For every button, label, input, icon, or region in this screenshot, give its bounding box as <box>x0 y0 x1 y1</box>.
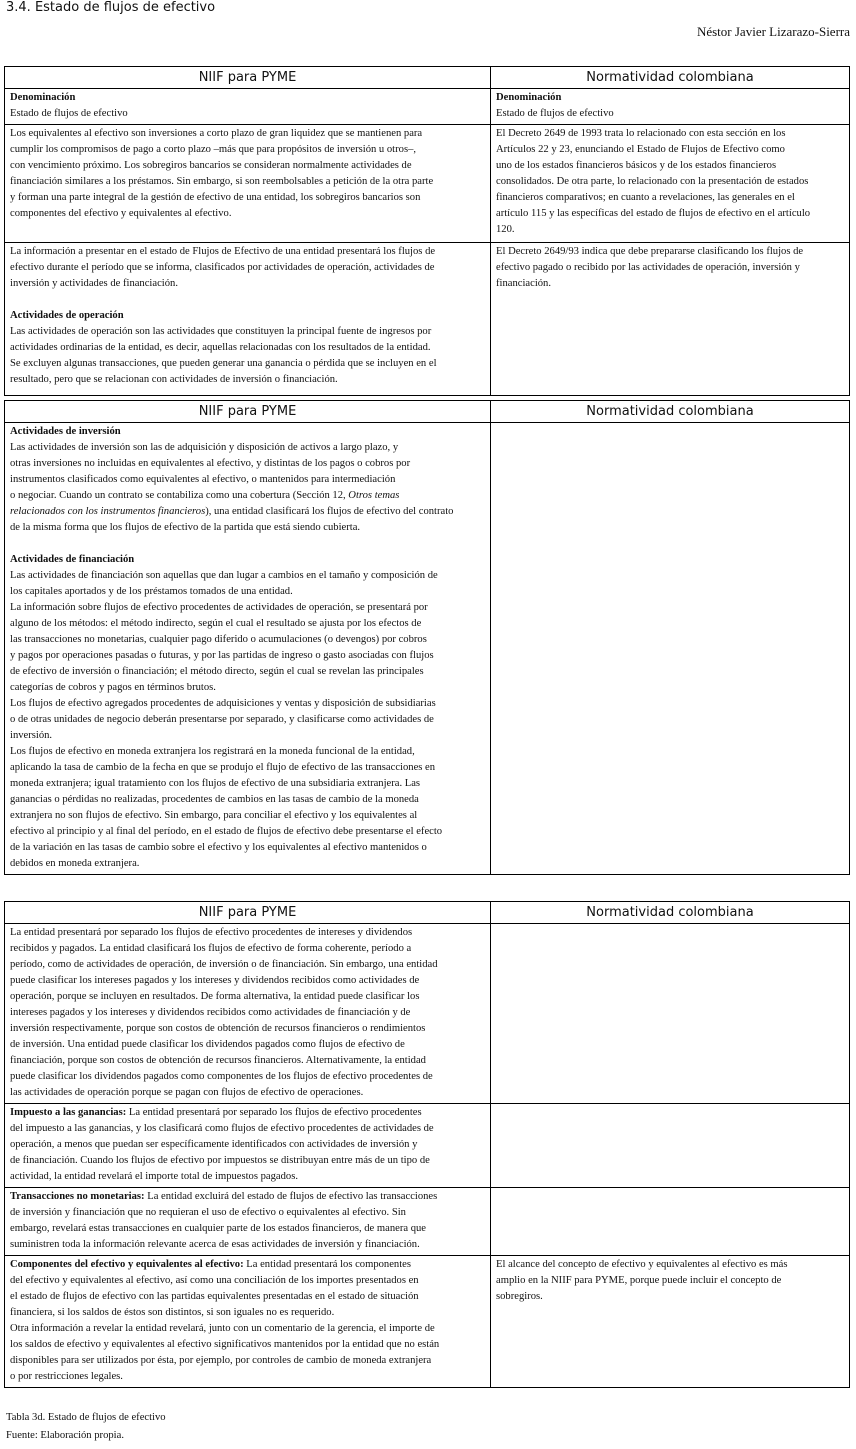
paragraph: Las actividades de operación son las actividades que constituyen la principal fuente de ingresos por actividades ordinarias de la entidad, es decir, aquellas relacionadas con los resultados de la entidad. Se excluyen algunas transacciones, que pueden generar una ganancia o pérdida que se incluyen en el resultado, pero que se relacionan con actividades de inversión o financiación. <box>10 326 437 385</box>
section-title: 3.4. Estado de flujos de efectivo <box>6 0 216 15</box>
paragraph: La entidad presentará por separado los flujos de efectivo procedentes del impuesto a las ganancias, y los clasificará como flujos de efectivo procedentes de actividades de operación, a menos que puedan ser específicamente identificados con actividades de inversión y de financiación. Cuando los flujos de efectivo por impuestos se distribuyan entre más de un tipo de actividad, la entidad revelará el importe total de impuestos pagados. <box>10 1107 434 1182</box>
paragraph: La información a presentar en el estado de Flujos de Efectivo de una entidad presentará los flujos de efectivo durante el período que se informa, clasificados por actividades de operación, actividades de inversión y actividades de financiación. <box>10 246 436 289</box>
table-row <box>5 1188 850 1256</box>
header-niif: NIIF para PYME <box>5 67 491 89</box>
author: Néstor Javier Lizarazo-Sierra <box>696 24 850 39</box>
paragraph: Las actividades de financiación son aquellas que dan lugar a cambios en el tamaño y composición de los capitales aportados y de los préstamos tomados de una entidad. La información sobre flujos de efectivo procedentes de actividades de operación, se presentará por alguno de los métodos: el método indirecto, según el cual el resultado se ajusta por los efectos de las transacciones no monetarias, cualquier pago diferido o acumulaciones (o devengos) por cobros y pagos por operaciones pasadas o futuras, y por las partidas de ingreso o gasto asociadas con flujos de efectivo de inversión o financiación; el método directo, según el cual se revelan las principales categorías de cobros y pagos en términos brutos. Los flujos de efectivo agregados procedentes de adquisiciones y ventas y disposición de subsidiarias o de otras unidades de negocio deberán presentarse por separado, y clasificarse como actividades de inversión. Los flujos de efectivo en moneda extranjera los registrará en la moneda funcional de la entidad, aplicando la tasa de cambio de la fecha en que se produjo el flujo de efectivo de las transacciones en moneda extranjera; igual tratamiento con los flujos de efectivo de una subsidiaria extranjera. Las ganancias o pérdidas no realizadas, procedentes de cambios en las tasas de cambio de la moneda extranjera no son flujos de efectivo. Sin embargo, para conciliar el efectivo y los equivalentes al efectivo al principio y al final del período, en el estado de flujos de efectivo debe presentarse el efecto de la variación en las tasas de cambio sobre el efectivo y los equivalentes al efectivo mantenidos o debidos en moneda extranjera. <box>10 570 443 869</box>
table-row <box>5 924 850 1104</box>
cell-text <box>5 243 491 396</box>
cell-text: Los equivalentes al efectivo son inversiones a corto plazo de gran liquidez que se mantienen para cumplir los compromisos de pago a corto plazo –más que para propósitos de inversión u otros–, con vencimiento próximo. Los sobregiros bancarios se consideran normalmente actividades de financiación similares a los préstamos. Sin embargo, si son reembolsables a petición de la otra parte y forman una parte integral de la gestión de efectivo de una entidad, los sobregiros bancarios son componentes del efectivo y equivalentes al efectivo. <box>5 125 491 243</box>
paragraph: La entidad presentará los componentes del efectivo y equivalentes al efectivo, así como una conciliación de los importes presentados en el estado de flujos de efectivo con las partidas equivalentes presentadas en el estado de situación financiera, si los saldos de éstos son distintos, si son iguales no es requerido. Otra información a revelar la entidad revelará, junto con un comentario de la gerencia, el importe de los saldos de efectivo y equivalentes al efectivo significativos mantenidos por la entidad que no están disponibles para ser utilizados por ésta, por ejemplo, por controles de cambio de moneda extranjera o por restricciones legales. <box>10 1259 440 1382</box>
cell-text: El Decreto 2649/93 indica que debe prepararse clasificando los flujos de efectivo pagado o recibido por las actividades de operación, inversión y financiación. <box>491 243 850 396</box>
cell-text <box>5 1104 491 1188</box>
label: Componentes del efectivo y equivalentes al efectivo: <box>10 1259 244 1270</box>
denominacion-value: Estado de flujos de efectivo <box>496 108 614 119</box>
italic-reference: Otros temas relacionados con los instrumentos financieros <box>10 490 400 517</box>
cell-empty <box>491 423 850 875</box>
table-caption: Tabla 3d. Estado de flujos de efectivo <box>6 1412 166 1423</box>
table-row <box>5 1256 850 1388</box>
table-source: Fuente: Elaboración propia. <box>6 1430 124 1441</box>
cell-text <box>5 1188 491 1256</box>
subheading: Actividades de inversión <box>10 426 121 437</box>
paragraph: Las actividades de inversión son las de adquisición y disposición de activos a largo plazo, y otras inversiones no incluidas en equivalentes al efectivo, y distintas de los pagos o cobros por instrumentos clasificados como equivalentes al efectivo, o mantenidos para intermediación o negociar. Cuando un contrato se contabiliza como una cobertura (Sección 12, <box>10 442 411 501</box>
denominacion-label: Denominación <box>496 92 562 103</box>
table-1 <box>4 66 850 396</box>
table-row <box>5 1104 850 1188</box>
denominacion-right <box>491 89 850 125</box>
cell-text <box>5 423 491 875</box>
header-niif: NIIF para PYME <box>5 902 491 924</box>
header-normatividad: Normatividad colombiana <box>491 401 850 423</box>
header-niif: NIIF para PYME <box>5 401 491 423</box>
header-normatividad: Normatividad colombiana <box>491 67 850 89</box>
subheading: Actividades de financiación <box>10 554 135 565</box>
table-row <box>5 125 850 243</box>
header-normatividad: Normatividad colombiana <box>491 902 850 924</box>
cell-text: El Decreto 2649 de 1993 trata lo relacionado con esta sección en los Artículos 22 y 23, enunciando el Estado de Flujos de Efectivo como uno de los estados financieros básicos y de los estados financieros consolidados. De otra parte, lo relacionado con la presentación de estados financieros comparativos; en cuanto a revelaciones, las generales en el artículo 115 y las específicas del estado de flujos de efectivo en el artículo 120. <box>491 125 850 243</box>
denominacion-left <box>5 89 491 125</box>
cell-text: La entidad presentará por separado los flujos de efectivo procedentes de intereses y dividendos recibidos y pagados. La entidad clasificará los flujos de efectivo de forma coherente, período a período, como de actividades de operación, de inversión o de financiación. Sin embargo, una entidad puede clasificar los intereses pagados y los intereses y dividendos recibidos como actividades de operación, porque se incluyen en resultados. De forma alternativa, la entidad puede clasificar los intereses pagados y los intereses y dividendos recibidos como actividades de financiación y de inversión respectivamente, porque son costos de obtención de recursos financieros o rendimientos de inversión. Una entidad puede clasificar los dividendos pagados como flujos de efectivo de financiación, porque son costos de obtención de recursos financieros. Alternativamente, la entidad puede clasificar los dividendos pagados como componentes de los flujos de efectivo procedentes de las actividades de operación porque se pagan con flujos de efectivo de operaciones. <box>5 924 491 1104</box>
cell-empty <box>491 1188 850 1256</box>
denominacion-value: Estado de flujos de efectivo <box>10 108 128 119</box>
paragraph: La entidad excluirá del estado de flujos de efectivo las transacciones de inversión y financiación que no requieran el uso de efectivo o equivalentes al efectivo. Sin embargo, revelará estas transacciones en cualquier parte de los estados financieros, de manera que suministren toda la información relevante acerca de esas actividades de inversión y financiación. <box>10 1191 438 1250</box>
label: Transacciones no monetarias: <box>10 1191 145 1202</box>
cell-empty <box>491 1104 850 1188</box>
label: Impuesto a las ganancias: <box>10 1107 127 1118</box>
table-3 <box>4 901 850 1388</box>
paragraph: ), una entidad clasificará los flujos de efectivo del contrato de la misma forma que los flujos de efectivo de la partida que está siendo cubierta. <box>10 506 454 533</box>
table-row <box>5 423 850 875</box>
denominacion-label: Denominación <box>10 92 76 103</box>
subheading: Actividades de operación <box>10 310 124 321</box>
table-row <box>5 243 850 396</box>
table-2 <box>4 400 850 875</box>
cell-text: El alcance del concepto de efectivo y equivalentes al efectivo es más amplio en la NIIF para PYME, porque puede incluir el concepto de sobregiros. <box>491 1256 850 1388</box>
table-row <box>5 89 850 125</box>
cell-empty <box>491 924 850 1104</box>
cell-text <box>5 1256 491 1388</box>
